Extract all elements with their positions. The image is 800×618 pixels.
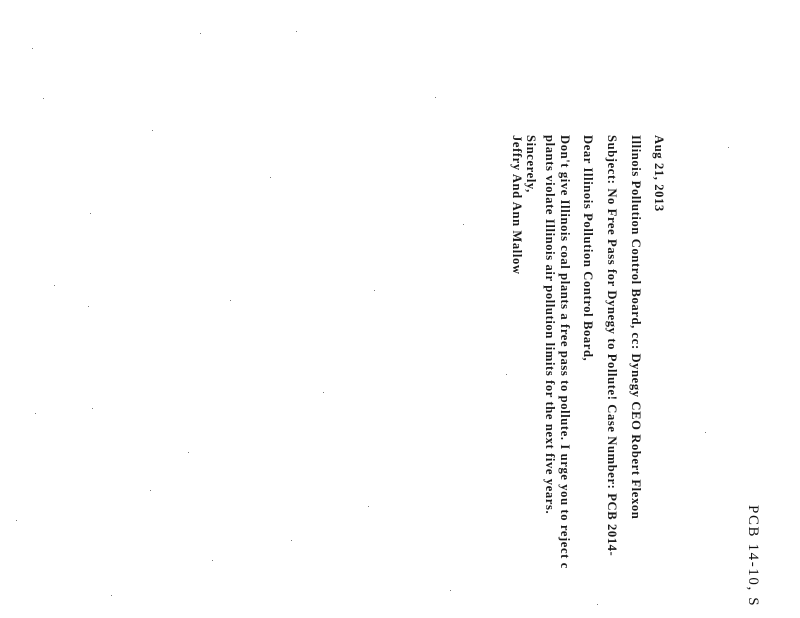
scan-speck: [506, 374, 507, 375]
scan-speck: [463, 224, 464, 225]
scan-speck: [54, 285, 55, 286]
scan-speck: [597, 604, 598, 605]
scan-speck: [291, 540, 292, 541]
scan-speck: [188, 452, 189, 453]
letter-body-line-2: plants violate Illinois air pollution limits for the next five years.: [543, 135, 557, 515]
letter-body-line-1: Don't give Illinois coal plants a free pass to pollute. I urge you to reject c: [558, 135, 572, 569]
letter-date: Aug 21, 2013: [652, 135, 666, 212]
scan-speck: [230, 300, 231, 301]
scan-speck: [705, 432, 706, 433]
letter-signature: Jeffry And Ann Mallow: [510, 135, 524, 275]
scan-speck: [90, 213, 91, 214]
scan-speck: [92, 408, 93, 409]
scan-speck: [111, 595, 112, 596]
scan-speck: [16, 520, 17, 521]
scan-speck: [35, 413, 36, 414]
letter-subject: Subject: No Free Pass for Dynegy to Pollute! Case Number: PCB 2014-: [605, 135, 619, 557]
scan-speck: [368, 506, 369, 507]
letter-closing: Sincerely,: [524, 135, 538, 193]
scan-speck: [152, 130, 153, 131]
scan-speck: [32, 48, 33, 49]
scan-speck: [200, 33, 201, 34]
letter-salutation: Dear Illinois Pollution Control Board,: [581, 135, 595, 362]
scan-speck: [435, 97, 436, 98]
scan-speck: [450, 590, 451, 591]
scan-speck: [43, 98, 44, 99]
scan-speck: [323, 392, 324, 393]
letter-recipients: Illinois Pollution Control Board, cc: Dynegy CEO Robert Flexon: [629, 135, 643, 520]
case-stamp: PCB 14-10, S: [745, 505, 761, 608]
scan-speck: [296, 31, 297, 32]
scan-speck: [270, 177, 271, 178]
scan-speck: [212, 560, 213, 561]
scan-speck: [150, 490, 151, 491]
scan-speck: [374, 290, 375, 291]
scan-speck: [728, 147, 729, 148]
scan-speck: [88, 306, 89, 307]
